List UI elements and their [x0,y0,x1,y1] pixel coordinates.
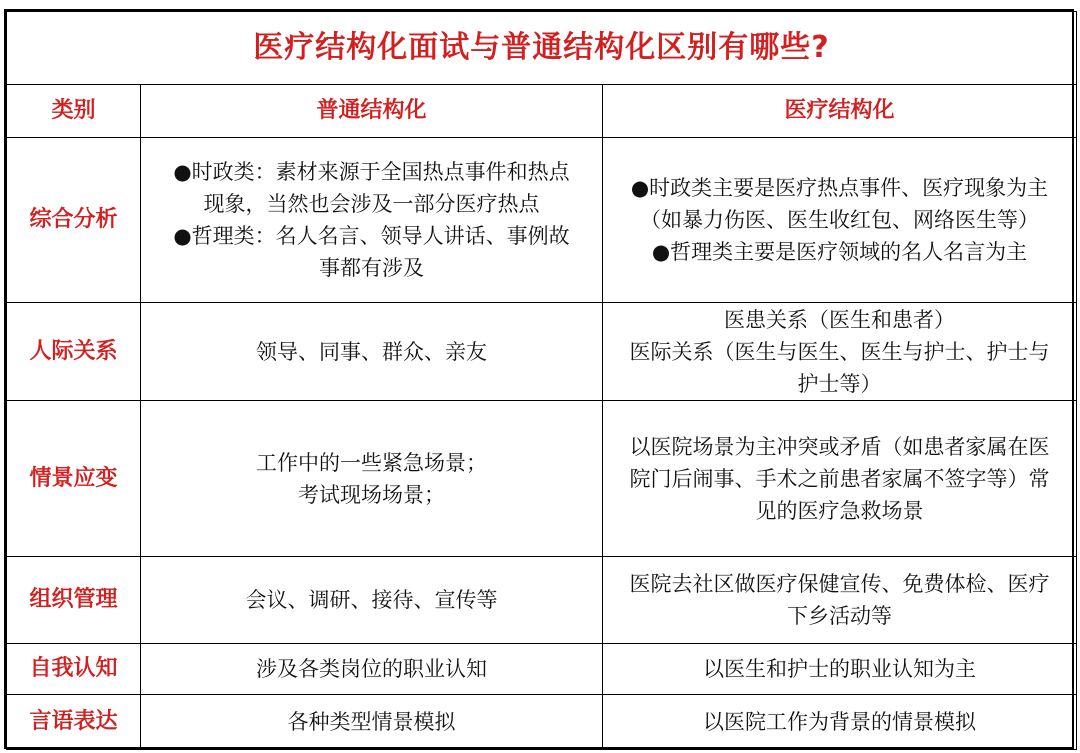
page-title: 医疗结构化面试与普通结构化区别有哪些? [7,12,1077,85]
table-row [7,557,1077,644]
cell-line: 工作中的一些紧急场景； [256,450,487,475]
cell-line: 医院去社区做医疗保健宣传、免费体检、医疗 [629,572,1050,596]
row-category: 情景应变 [7,401,141,557]
row-category: 人际关系 [7,303,141,401]
cell-line: 涉及各类岗位的职业认知 [256,657,487,681]
cell-line: 下乡活动等 [787,604,892,628]
cell-line: 医患关系（医生和患者） [724,307,955,332]
normal-cell [141,695,603,750]
table-row [7,138,1077,303]
row-category: 综合分析 [7,138,141,303]
cell-line: 以医院工作为背景的情景模拟 [703,710,976,734]
medical-cell [603,303,1077,401]
normal-cell [141,138,603,303]
cell-line: 护士等） [797,371,882,396]
cell-line: ●时政类：素材来源于全国热点事件和热点 [173,160,570,184]
cell-line: ●时政类主要是医疗热点事件、医疗现象为主 [630,176,1049,200]
medical-cell [603,644,1077,695]
row-category: 组织管理 [7,557,141,644]
medical-cell [603,401,1077,557]
normal-cell [141,644,603,695]
table-row [7,303,1077,401]
cell-line: 以医院场景为主冲突或矛盾（如患者家属在医 [629,434,1050,459]
medical-cell [603,557,1077,644]
comparison-sheet [4,9,1074,749]
cell-line: 以医生和护士的职业认知为主 [703,657,976,681]
normal-cell [141,401,603,557]
medical-cell [603,138,1077,303]
cell-line: 现象，当然也会涉及一部分医疗热点 [203,192,540,216]
cell-line: 考试现场场景； [298,482,445,507]
medical-cell [603,695,1077,750]
table-row [7,695,1077,750]
cell-line: ●哲理类主要是医疗领域的名人名言为主 [651,240,1028,264]
normal-cell [141,303,603,401]
comparison-table [6,11,1077,750]
header-medical: 医疗结构化 [603,85,1077,138]
cell-line: 见的医疗急救场景 [755,498,924,523]
cell-line: 院门后闹事、手术之前患者家属不签字等）常 [629,466,1050,491]
cell-line: 各种类型情景模拟 [287,710,456,734]
cell-line: ●哲理类：名人名言、领导人讲话、事例故 [173,224,570,248]
table-row [7,401,1077,557]
row-category: 自我认知 [7,644,141,695]
header-row [7,85,1077,138]
cell-line: 会议、调研、接待、宣传等 [245,588,498,612]
header-normal: 普通结构化 [141,85,603,138]
cell-line: 医际关系（医生与医生、医生与护士、护士与 [629,339,1050,364]
title-row [7,12,1077,85]
cell-line: 事都有涉及 [319,256,424,280]
normal-cell [141,557,603,644]
row-category: 言语表达 [7,695,141,750]
cell-line: 领导、同事、群众、亲友 [256,339,487,364]
cell-line: （如暴力伤医、医生收红包、网络医生等） [640,208,1039,232]
header-category: 类别 [7,85,141,138]
table-row [7,644,1077,695]
